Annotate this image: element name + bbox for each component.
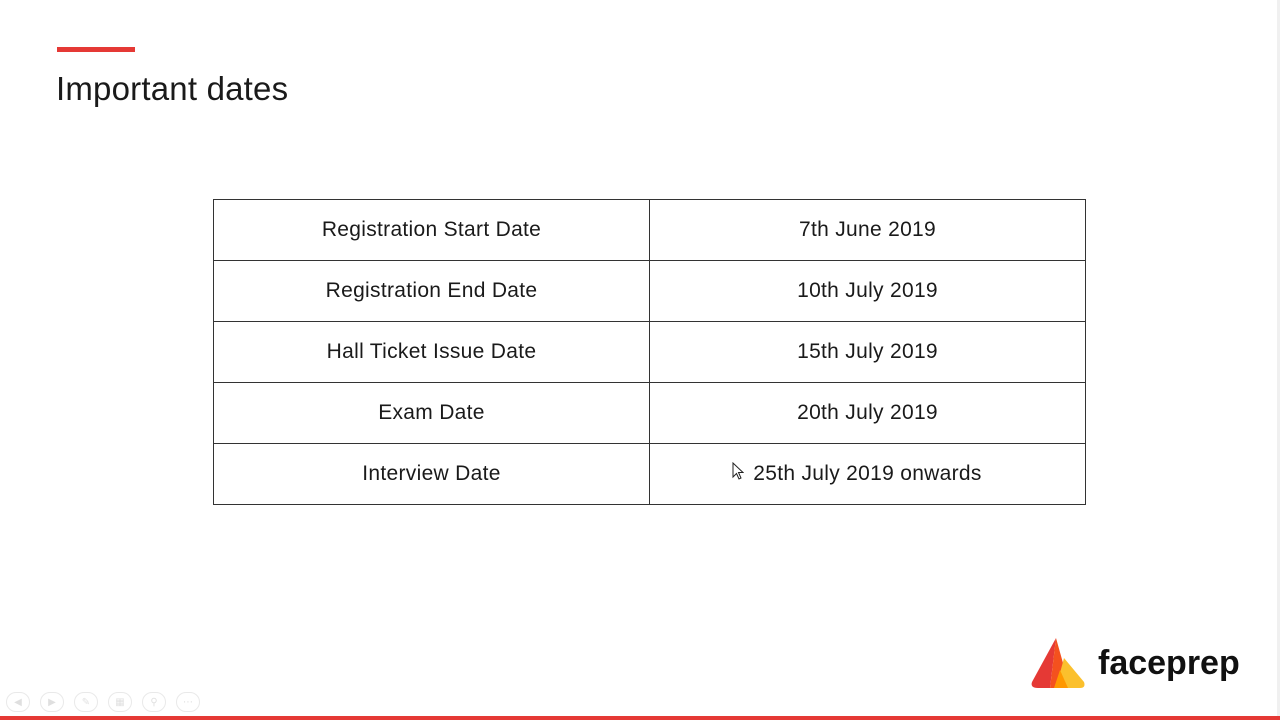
table-row [214,444,1086,505]
pen-icon[interactable]: ✎ [74,692,98,712]
date-label: Registration Start Date [214,200,650,261]
date-label: Exam Date [214,383,650,444]
mouse-cursor-icon [732,462,744,480]
next-icon[interactable]: ▶ [40,692,64,712]
table-row [214,200,1086,261]
date-label: Interview Date [214,444,650,505]
date-value: 10th July 2019 [650,261,1086,322]
date-value: 25th July 2019 onwards [650,444,1086,505]
bottom-accent-bar [0,716,1280,720]
title-accent-line [57,47,135,52]
faceprep-flame-icon [1030,636,1086,690]
important-dates-table [213,199,1086,505]
faceprep-logo [1030,636,1240,690]
more-icon[interactable]: ⋯ [176,692,200,712]
previous-icon[interactable]: ◀ [6,692,30,712]
date-label: Hall Ticket Issue Date [214,322,650,383]
date-label: Registration End Date [214,261,650,322]
table-row [214,383,1086,444]
slides-icon[interactable]: ▦ [108,692,132,712]
date-value: 15th July 2019 [650,322,1086,383]
table-row [214,322,1086,383]
zoom-icon[interactable]: ⚲ [142,692,166,712]
date-value: 7th June 2019 [650,200,1086,261]
table-row [214,261,1086,322]
date-value: 20th July 2019 [650,383,1086,444]
logo-text: faceprep [1098,643,1240,682]
presentation-toolbar [6,692,200,712]
slide-title: Important dates [56,70,289,107]
